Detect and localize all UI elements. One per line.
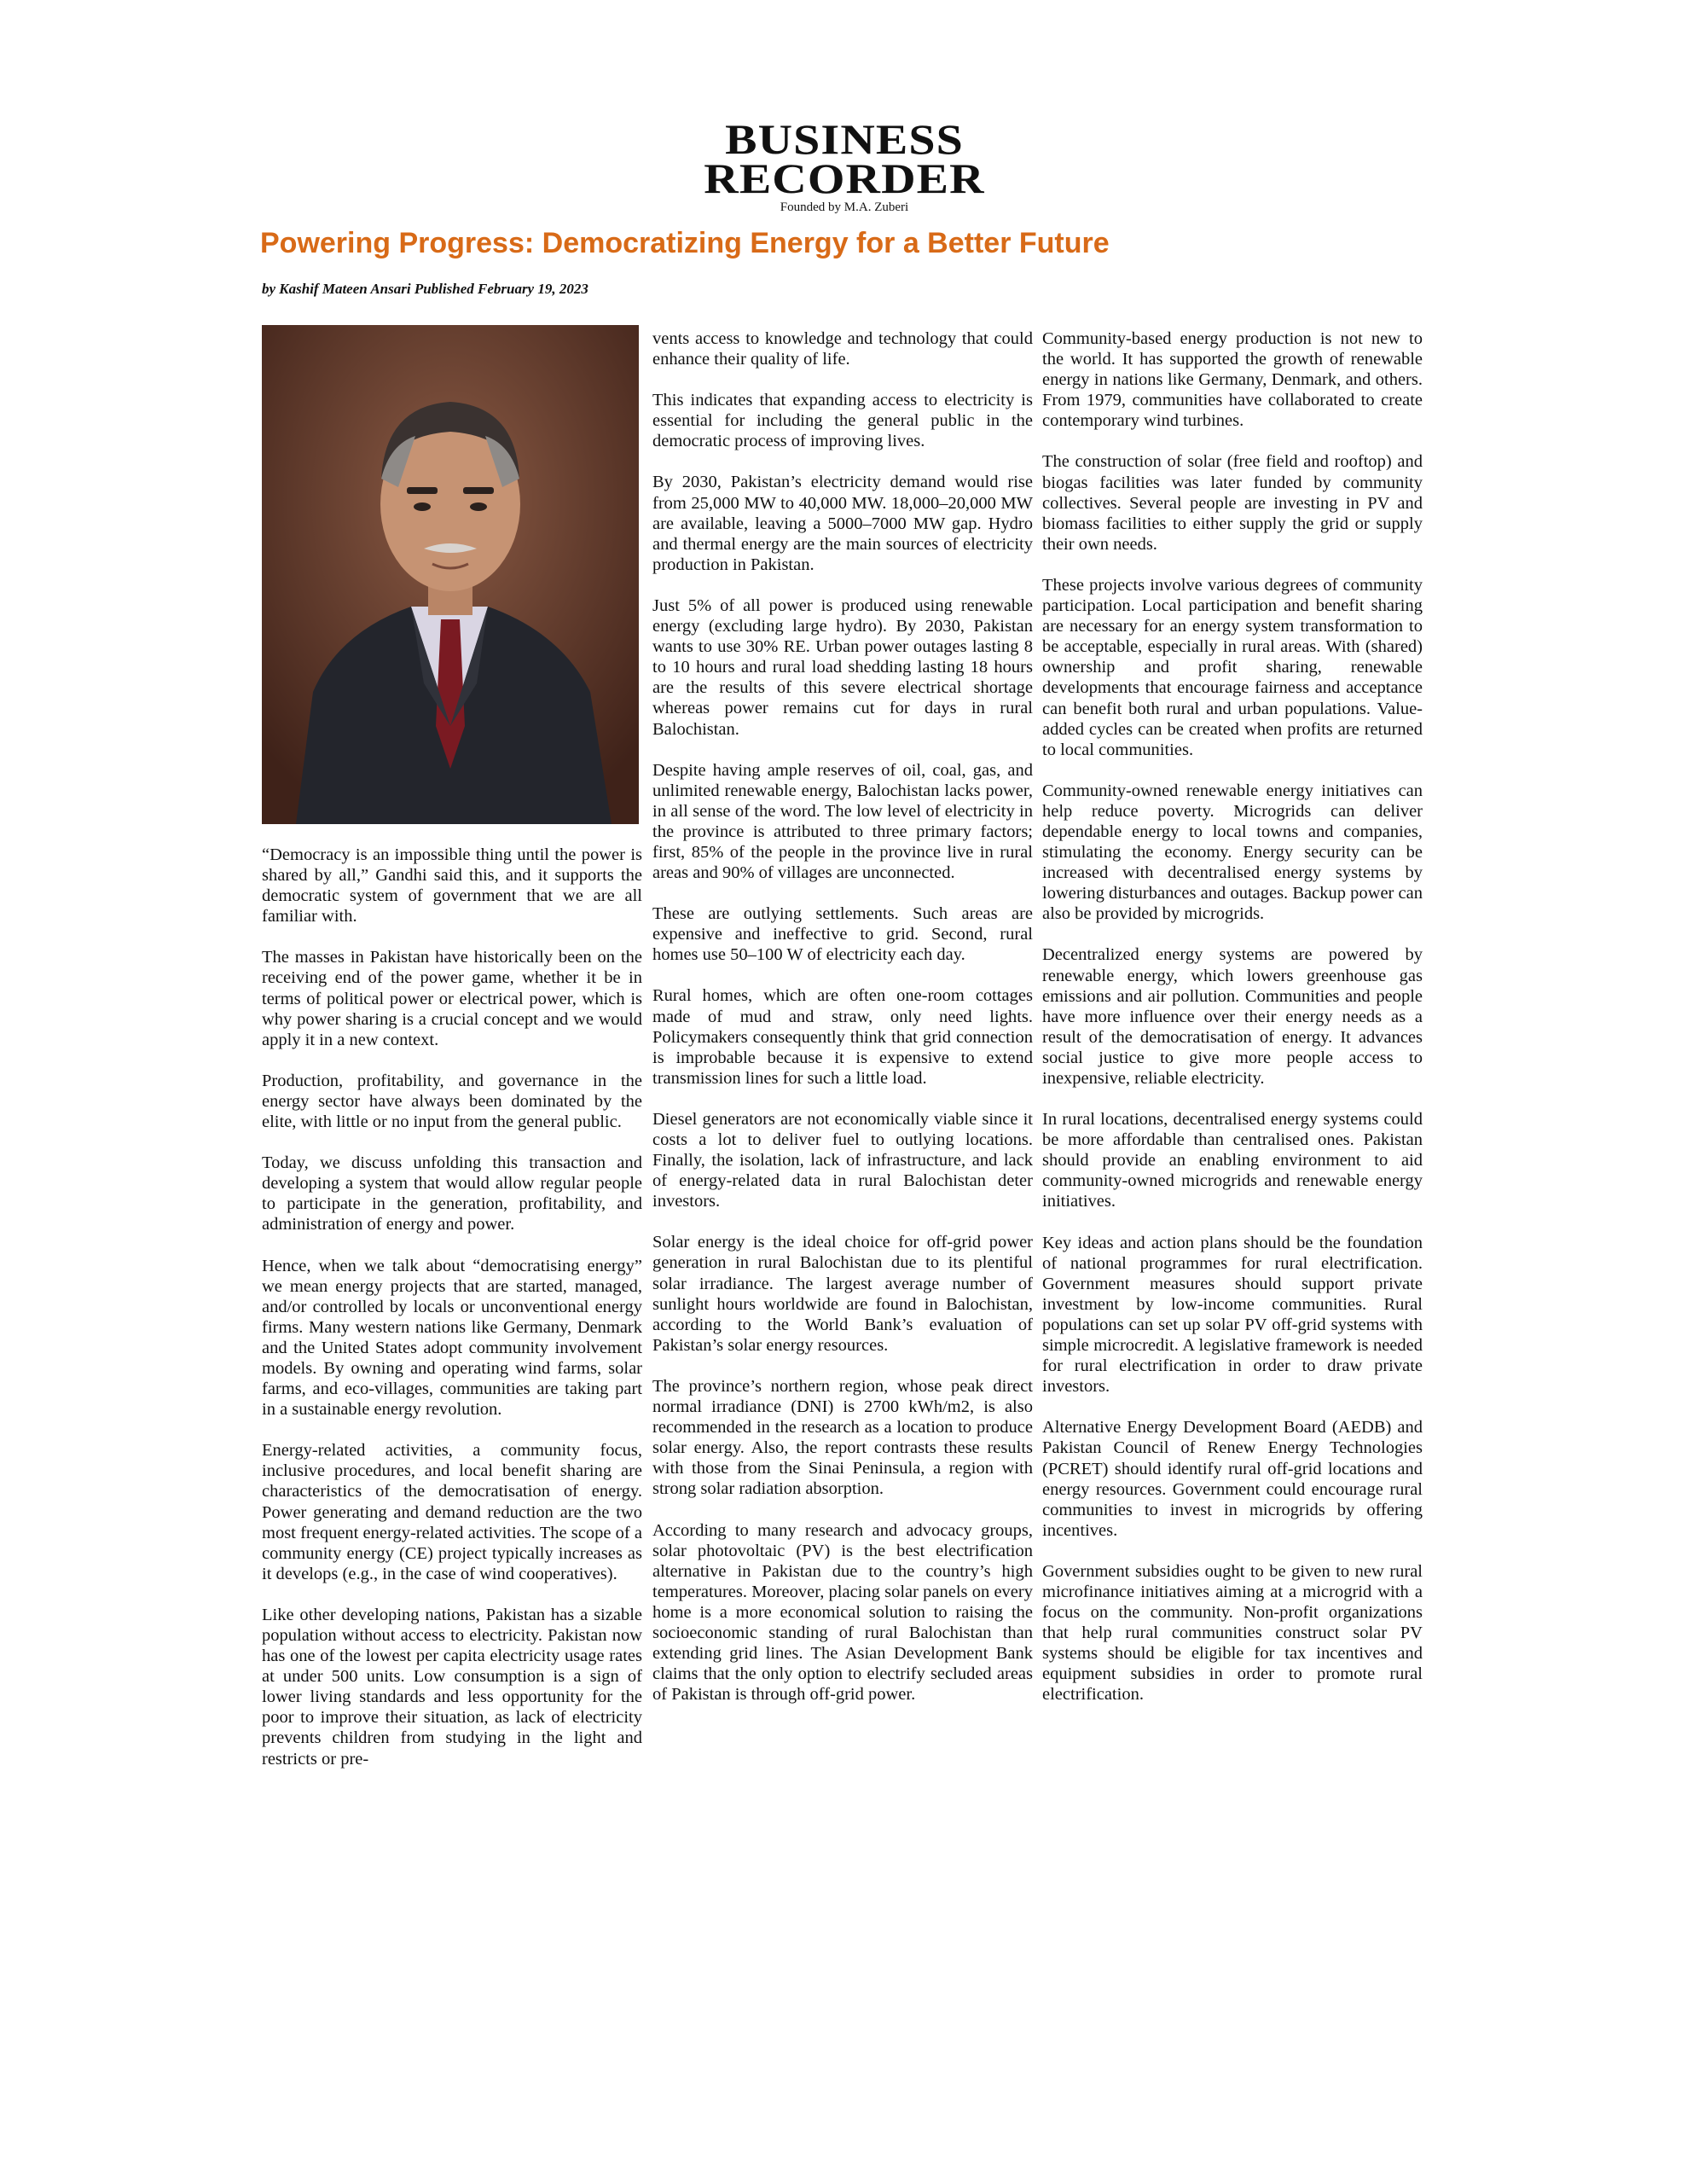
paragraph: Diesel generators are not economically viable since it costs a lot to deliver fuel to outlying locations. Finally, the isolation, lack of infrastructure, and lack of energy-related data in rural Balochistan deter investors. [652, 1109, 1033, 1211]
paragraph: Production, profitability, and governance in the energy sector have always been dominated by the elite, with little or no input from the general public. [262, 1071, 642, 1132]
paragraph: “Democracy is an impossible thing until the power is shared by all,” Gandhi said this, and it supports the democratic system of government that we are all familiar with. [262, 845, 642, 926]
paragraph: These are outlying settlements. Such areas are expensive and ineffective to grid. Second, rural homes use 50–100 W of electricity each day. [652, 904, 1033, 965]
paragraph: By 2030, Pakistan’s electricity demand would rise from 25,000 MW to 40,000 MW. 18,000–20,000 MW are available, leaving a 5000–7000 MW gap. Hydro and thermal energy are the main sources of electricity production in Pakistan. [652, 473, 1033, 574]
paragraph: This indicates that expanding access to electricity is essential for including the general public in the democratic process of improving lives. [652, 391, 1033, 451]
author-photo [262, 325, 639, 824]
article-column-2 [652, 328, 1033, 1725]
paragraph: Decentralized energy systems are powered by renewable energy, which lowers greenhouse gas emissions and air pollution. Communities and people have more influence over their energy needs as a result of the democratisation of energy. It advances social justice to give more people access to inexpensive, reliable electricity. [1042, 945, 1423, 1088]
paragraph: vents access to knowledge and technology that could enhance their quality of life. [652, 329, 1033, 369]
paragraph: Government subsidies ought to be given to new rural microfinance initiatives aiming at a microgrid with a focus on the community. Non-profit organizations that help rural communities construct solar PV systems should be eligible for tax incentives and equipment subsidies in order to promote rural electrification. [1042, 1561, 1423, 1705]
paragraph: Rural homes, which are often one-room cottages made of mud and straw, only need lights. Policymakers consequently think that grid connection is improbable because it is expensive to extend transmission lines for such a little load. [652, 986, 1033, 1088]
article-headline: Powering Progress: Democratizing Energy for a Better Future [260, 227, 1110, 259]
paragraph: Like other developing nations, Pakistan has a sizable population without access to electricity. Pakistan now has one of the lowest per capita electricity usage rates at under 500 units. Low consumption is a sign of lower living standards and less opportunity for the poor to improve their situation, as lack of electricity prevents children from studying in the light and restricts or pre- [262, 1605, 642, 1769]
paragraph: The construction of solar (free field and rooftop) and biogas facilities was later funded by community collectives. Several people are investing in PV and biomass facilities to either supply the grid or supply their own needs. [1042, 452, 1423, 554]
article-column-1 [262, 845, 642, 1790]
masthead-tagline: Founded by M.A. Zuberi [780, 200, 909, 214]
paragraph: Community-based energy production is not new to the world. It has supported the growth of renewable energy in nations like Germany, Denmark, and others. From 1979, communities have collaborated to create contemporary wind turbines. [1042, 329, 1423, 431]
article-byline: by Kashif Mateen Ansari Published February 19, 2023 [262, 281, 588, 297]
paragraph: Community-owned renewable energy initiatives can help reduce poverty. Microgrids can deliver dependable energy to local towns and companies, stimulating the economy. Energy security can be increased with decentralised energy systems by lowering disturbances and outages. Backup power can also be provided by microgrids. [1042, 781, 1423, 924]
paragraph: Alternative Energy Development Board (AEDB) and Pakistan Council of Renew Energy Technologies (PCRET) should identify rural off-grid locations and energy resources. Government could encourage rural communities to invest in microgrids by offering incentives. [1042, 1418, 1423, 1540]
masthead-line-1: BUSINESS [725, 115, 964, 163]
paragraph: Energy-related activities, a community focus, inclusive procedures, and local benefit sharing are characteristics of the democratisation of energy. Power generating and demand reduction are the two most frequent energy-related activities. The scope of a community energy (CE) project typically increases as it develops (e.g., in the case of wind cooperatives). [262, 1441, 642, 1583]
paragraph: Solar energy is the ideal choice for off-grid power generation in rural Balochistan due to its plentiful solar irradiance. The largest average number of sunlight hours worldwide are found in Balochistan, according to the World Bank’s evaluation of Pakistan’s solar energy resources. [652, 1233, 1033, 1355]
paragraph: Hence, when we talk about “democratising energy” we mean energy projects that are started, managed, and/or controlled by locals or unconventional energy firms. Many western nations like Germany, Denmark and the United States adopt community involvement models. By owning and operating wind farms, solar farms, and eco-villages, communities are taking part in a sustainable energy revolution. [262, 1256, 642, 1420]
masthead-logo [674, 115, 1015, 215]
paragraph: According to many research and advocacy groups, solar photovoltaic (PV) is the best electrification alternative in Pakistan due to the country’s high temperatures. Moreover, placing solar panels on every home is a more economical solution to raising the socioeconomic standing of rural Balochistan than extending grid lines. The Asian Development Bank claims that the only option to electrify secluded areas of Pakistan is through off-grid power. [652, 1520, 1033, 1705]
paragraph: These projects involve various degrees of community participation. Local participation and benefit sharing are necessary for an energy system transformation to be acceptable, especially in rural areas. With (shared) ownership and profit sharing, renewable developments that encourage fairness and acceptance can benefit both rural and urban populations. Value-added cycles can be created when profits are returned to local communities. [1042, 575, 1423, 759]
article-column-3 [1042, 328, 1423, 1726]
paragraph: The province’s northern region, whose peak direct normal irradiance (DNI) is 2700 kWh/m2, is also recommended in the research as a location to produce solar energy. Also, the report contrasts these results with those from the Sinai Peninsula, a region with strong solar radiation absorption. [652, 1376, 1033, 1499]
paragraph: Just 5% of all power is produced using renewable energy (excluding large hydro). By 2030, Pakistan wants to use 30% RE. Urban power outages lasting 8 to 10 hours and rural load shedding lasting 18 hours are the results of this severe electrical shortage whereas power remains cut for days in rural Balochistan. [652, 595, 1033, 739]
paragraph: The masses in Pakistan have historically been on the receiving end of the power game, whether it be in terms of political power or electrical power, which is why power sharing is a crucial concept and we would apply it in a new context. [262, 948, 642, 1049]
paragraph: Despite having ample reserves of oil, coal, gas, and unlimited renewable energy, Balochistan lacks power, in all sense of the word. The low level of electricity in the province is attributed to three primary factors; first, 85% of the people in the province live in rural areas and 90% of villages are unconnected. [652, 760, 1033, 883]
paragraph: Today, we discuss unfolding this transaction and developing a system that would allow regular people to participate in the generation, profitability, and administration of energy and power. [262, 1153, 642, 1234]
author-portrait-image [262, 325, 639, 824]
paragraph: Key ideas and action plans should be the foundation of national programmes for rural electrification. Government measures should support private investment by low-income communities. Rural populations can set up solar PV off-grid systems with simple microcredit. A legislative framework is needed for rural electrification in order to draw private investors. [1042, 1233, 1423, 1397]
paragraph: In rural locations, decentralised energy systems could be more affordable than centralised ones. Pakistan should provide an enabling environment to aid community-owned microgrids and renewable energy initiatives. [1042, 1110, 1423, 1211]
masthead-line-2: RECORDER [704, 154, 985, 202]
